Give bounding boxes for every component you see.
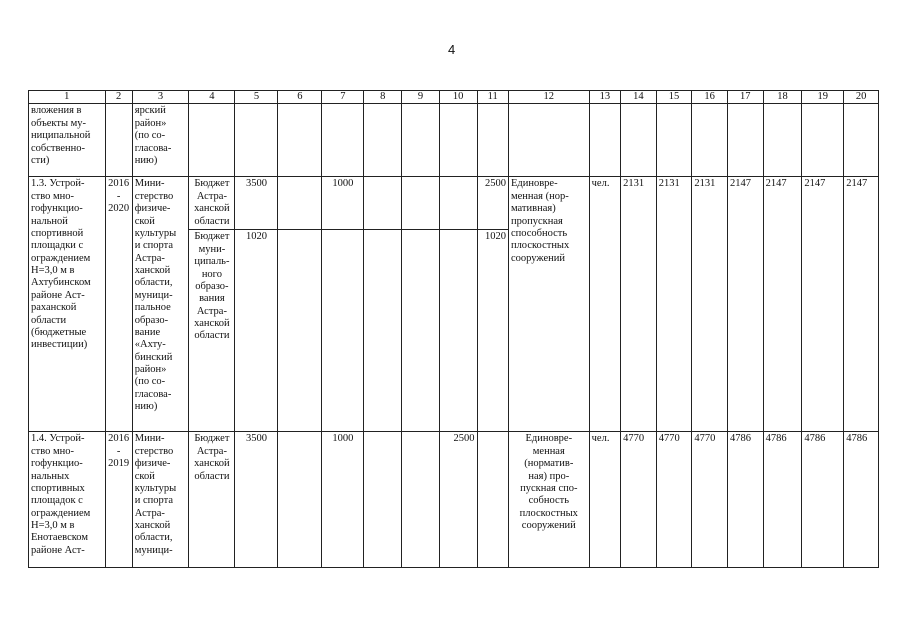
- cell: [477, 104, 508, 177]
- row-1-4-col7: 1000: [322, 432, 364, 568]
- row-1-4-name: 1.4. Устрой- ство мно- гофункцио- нальных спортивных площадок с ограждением Н=3,0 м в Енотаевском районе Аст-: [29, 432, 106, 568]
- row-1-3-name: 1.3. Устрой- ство мно- гофункцио- нальной спортивной площадки с ограждением Н=3,0 м в Ахтубинском районе Аст- раханской области (бюджетные инвестиции): [29, 177, 106, 432]
- row-1-4-value-18: 4786: [763, 432, 802, 568]
- header-col-11: 11: [477, 91, 508, 104]
- cell: [278, 177, 322, 230]
- cell: [727, 104, 763, 177]
- row-1-3-b-col5: 1020: [235, 230, 278, 432]
- row-1-3-value-14: 2131: [621, 177, 657, 432]
- row-1-4-period: 2016 - 2019: [105, 432, 132, 568]
- header-col-9: 9: [402, 91, 440, 104]
- cell: [844, 104, 879, 177]
- cell: [402, 177, 440, 230]
- row-1-3-value-16: 2131: [692, 177, 728, 432]
- cell: [692, 104, 728, 177]
- table-row-1-4: [29, 432, 879, 568]
- row-1-3-b-col11: 1020: [477, 230, 508, 432]
- row-1-4-col5: 3500: [235, 432, 278, 568]
- row-1-4-value-15: 4770: [656, 432, 692, 568]
- cell: [278, 432, 322, 568]
- header-col-19: 19: [802, 91, 844, 104]
- header-col-2: 2: [105, 91, 132, 104]
- row-1-4-value-17: 4786: [727, 432, 763, 568]
- continuation-name: вложения в объекты му- ниципальной собственно- сти): [29, 104, 106, 177]
- row-1-3-value-17: 2147: [727, 177, 763, 432]
- cell: [278, 230, 322, 432]
- cell: [105, 104, 132, 177]
- cell: [439, 177, 477, 230]
- header-col-15: 15: [656, 91, 692, 104]
- cell: [656, 104, 692, 177]
- header-col-8: 8: [364, 91, 402, 104]
- continuation-row: [29, 104, 879, 177]
- cell: [439, 230, 477, 432]
- row-1-3-a-col11: 2500: [477, 177, 508, 230]
- table-row-1-3a: [29, 177, 879, 230]
- row-1-3-value-19: 2147: [802, 177, 844, 432]
- cell: [802, 104, 844, 177]
- row-1-3-source-municipal: Бюджет муни- ципаль- ного образо- вания Астра- ханской области: [189, 230, 235, 432]
- cell: [508, 104, 589, 177]
- row-1-4-executor: Мини- стерство физиче- ской культуры и спорта Астра- ханской области, муници-: [132, 432, 189, 568]
- cell: [589, 104, 620, 177]
- header-col-6: 6: [278, 91, 322, 104]
- row-1-3-indicator: Единовре- менная (нор- мативная) пропускная способность плоскостных сооружений: [508, 177, 589, 432]
- program-table: [28, 90, 879, 568]
- row-1-3-period: 2016 - 2020: [105, 177, 132, 432]
- header-col-14: 14: [621, 91, 657, 104]
- row-1-4-unit: чел.: [589, 432, 620, 568]
- header-col-16: 16: [692, 91, 728, 104]
- row-1-4-value-16: 4770: [692, 432, 728, 568]
- header-col-1: 1: [29, 91, 106, 104]
- cell: [322, 104, 364, 177]
- header-col-12: 12: [508, 91, 589, 104]
- page-number: 4: [448, 42, 456, 57]
- cell: [439, 104, 477, 177]
- row-1-3-value-20: 2147: [844, 177, 879, 432]
- row-1-3-executor: Мини- стерство физиче- ской культуры и спорта Астра- ханской области, муници- пальное образо- вание «Ахту- бинский район» (по со- гласова- нию): [132, 177, 189, 432]
- header-col-10: 10: [439, 91, 477, 104]
- header-col-17: 17: [727, 91, 763, 104]
- row-1-4-source: Бюджет Астра- ханской области: [189, 432, 235, 568]
- row-1-4-value-20: 4786: [844, 432, 879, 568]
- row-1-3-source-regional: Бюджет Астра- ханской области: [189, 177, 235, 230]
- row-1-4-value-14: 4770: [621, 432, 657, 568]
- cell: [763, 104, 802, 177]
- header-col-13: 13: [589, 91, 620, 104]
- cell: [364, 177, 402, 230]
- cell: [189, 104, 235, 177]
- cell: [402, 230, 440, 432]
- cell: [621, 104, 657, 177]
- cell: [235, 104, 278, 177]
- cell: [364, 230, 402, 432]
- continuation-executor: ярский район» (по со- гласова- нию): [132, 104, 189, 177]
- header-col-20: 20: [844, 91, 879, 104]
- cell: [402, 432, 440, 568]
- row-1-4-col10: 2500: [439, 432, 477, 568]
- header-col-5: 5: [235, 91, 278, 104]
- header-col-3: 3: [132, 91, 189, 104]
- header-col-4: 4: [189, 91, 235, 104]
- cell: [477, 432, 508, 568]
- cell: [278, 104, 322, 177]
- row-1-3-value-15: 2131: [656, 177, 692, 432]
- header-col-18: 18: [763, 91, 802, 104]
- row-1-3-a-col7: 1000: [322, 177, 364, 230]
- cell: [364, 104, 402, 177]
- header-row: [29, 91, 879, 104]
- row-1-4-value-19: 4786: [802, 432, 844, 568]
- row-1-4-indicator: Единовре- менная (норматив- ная) про- пускная спо- собность плоскостных сооружений: [508, 432, 589, 568]
- cell: [322, 230, 364, 432]
- cell: [364, 432, 402, 568]
- row-1-3-value-18: 2147: [763, 177, 802, 432]
- cell: [402, 104, 440, 177]
- header-col-7: 7: [322, 91, 364, 104]
- row-1-3-a-col5: 3500: [235, 177, 278, 230]
- row-1-3-unit: чел.: [589, 177, 620, 432]
